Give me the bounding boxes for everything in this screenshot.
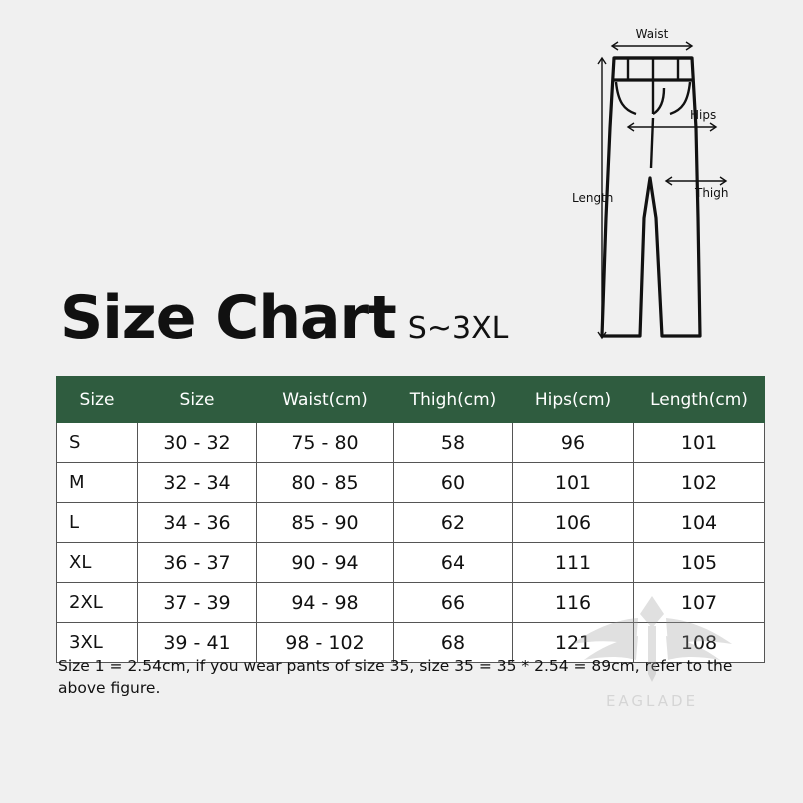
cell-hips-s: 96 [513,423,634,463]
cell-thigh-2xl: 66 [394,583,513,623]
table-header-row [57,377,765,423]
cell-size-num-l: 34 - 36 [138,503,257,543]
column-header-hips: Hips(cm) [513,377,634,423]
column-header-size-letter: Size [57,377,138,423]
cell-waist-2xl: 94 - 98 [257,583,394,623]
cell-size-xl: XL [57,543,138,583]
main-title: Size Chart [60,283,396,353]
cell-size-num-3xl: 39 - 41 [138,623,257,663]
cell-size-num-m: 32 - 34 [138,463,257,503]
footnote-text: Size 1 = 2.54cm, if you wear pants of size 35, size 35 = 35 * 2.54 = 89cm, refer to the above figure. [58,657,733,698]
page-title [60,283,509,353]
table-row [57,423,765,463]
cell-waist-xl: 90 - 94 [257,543,394,583]
column-header-thigh: Thigh(cm) [394,377,513,423]
column-header-length: Length(cm) [634,377,765,423]
cell-length-m: 102 [634,463,765,503]
cell-size-num-xl: 36 - 37 [138,543,257,583]
watermark-label: EAGLADE [605,692,699,710]
cell-waist-s: 75 - 80 [257,423,394,463]
table-row [57,503,765,543]
cell-size-num-s: 30 - 32 [138,423,257,463]
cell-waist-3xl: 98 - 102 [257,623,394,663]
cell-waist-m: 80 - 85 [257,463,394,503]
cell-size-2xl: 2XL [57,583,138,623]
pants-outline [602,58,700,336]
cell-thigh-xl: 64 [394,543,513,583]
cell-length-s: 101 [634,423,765,463]
thigh-label: Thigh [695,186,729,200]
cell-thigh-m: 60 [394,463,513,503]
hips-label: Hips [690,108,717,122]
cell-thigh-l: 62 [394,503,513,543]
cell-size-l: L [57,503,138,543]
cell-hips-3xl: 121 [513,623,634,663]
cell-size-3xl: 3XL [57,623,138,663]
cell-length-2xl: 107 [634,583,765,623]
waist-label: Waist [635,27,669,41]
cell-size-s: S [57,423,138,463]
cell-length-xl: 105 [634,543,765,583]
length-label: Length [572,191,614,205]
waist-dimension [612,42,692,50]
hips-dimension [628,123,716,131]
cell-thigh-s: 58 [394,423,513,463]
column-header-waist: Waist(cm) [257,377,394,423]
cell-length-l: 104 [634,503,765,543]
cell-waist-l: 85 - 90 [257,503,394,543]
cell-thigh-3xl: 68 [394,623,513,663]
cell-size-num-2xl: 37 - 39 [138,583,257,623]
cell-hips-xl: 111 [513,543,634,583]
size-chart-table [56,376,765,663]
cell-hips-m: 101 [513,463,634,503]
cell-hips-2xl: 116 [513,583,634,623]
title-subtitle: S~3XL [407,311,509,346]
pants-diagram [540,18,790,358]
cell-hips-l: 106 [513,503,634,543]
cell-length-3xl: 108 [634,623,765,663]
cell-size-m: M [57,463,138,503]
table-row [57,543,765,583]
table-row [57,463,765,503]
column-header-size-number: Size [138,377,257,423]
table-row [57,583,765,623]
